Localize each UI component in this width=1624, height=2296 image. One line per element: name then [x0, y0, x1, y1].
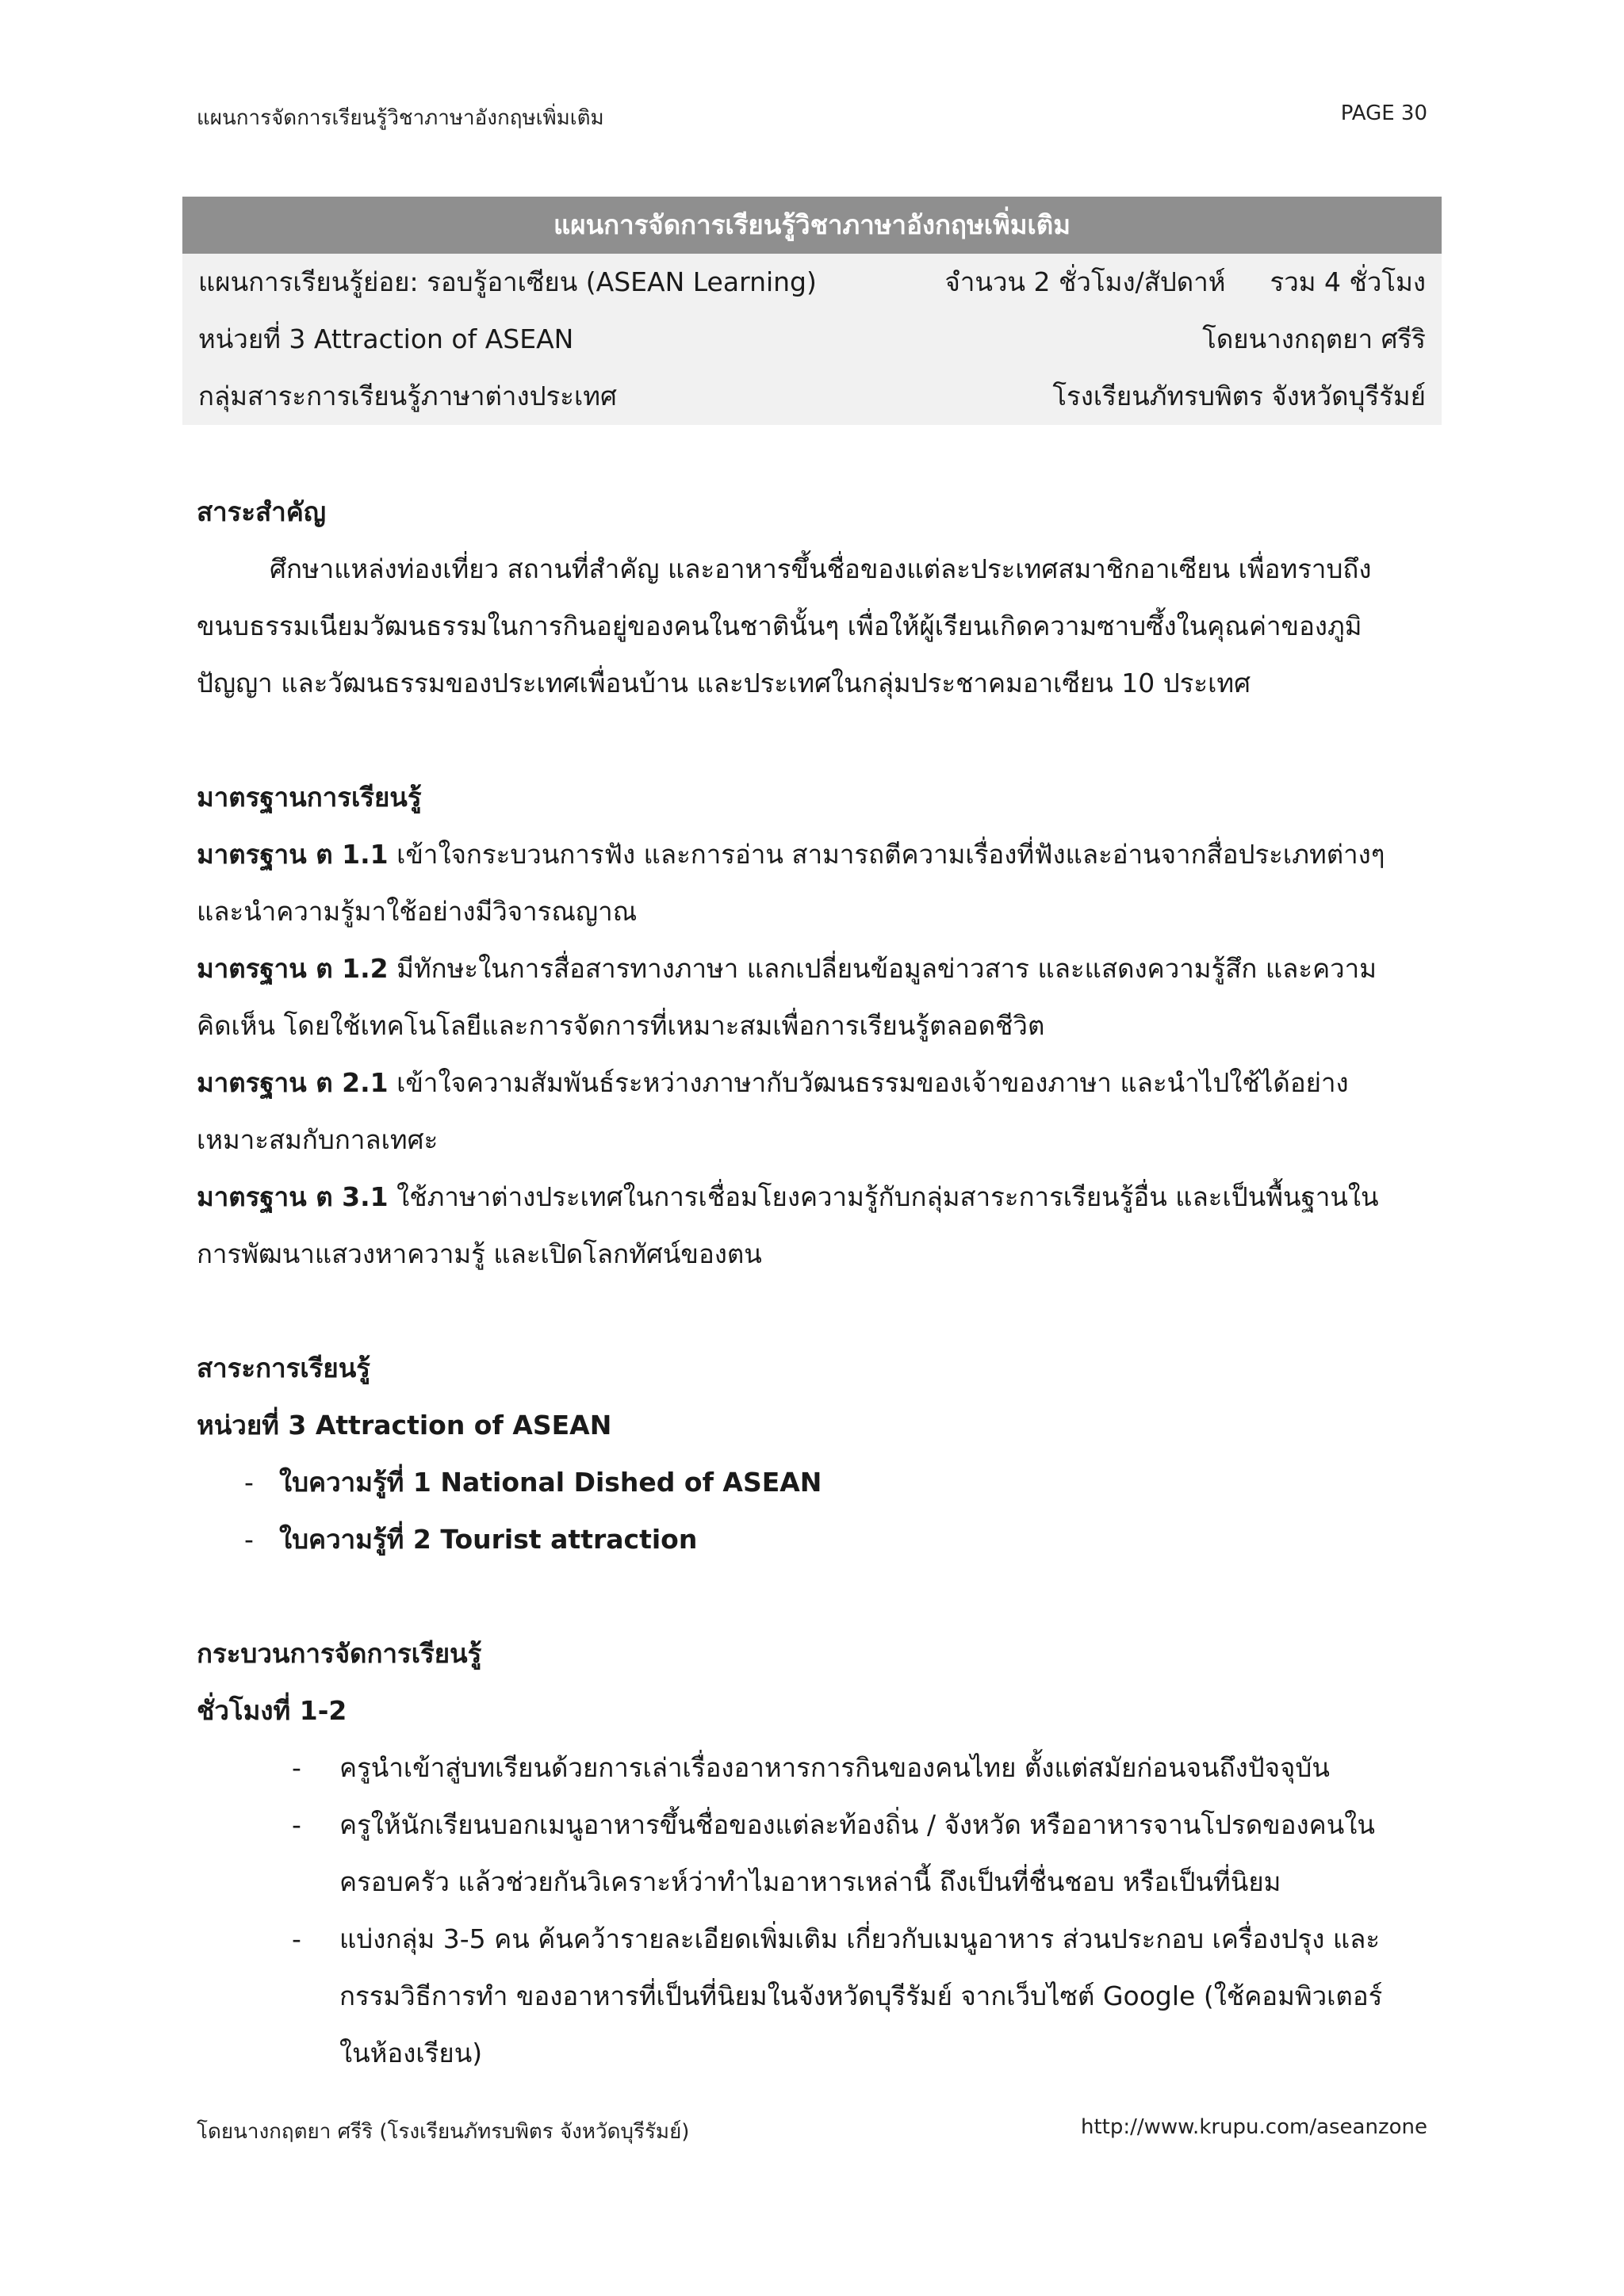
process-line: กรรมวิธีการทำ ของอาหารที่เป็นที่นิยมในจังหวัดบุรีรัมย์ จากเว็บไซต์ Google (ใช้คอมพิวเตอร์	[339, 1980, 1383, 2011]
info-row-unit	[182, 311, 1442, 368]
standard-text-cont: และนำความรู้มาใช้อย่างมีวิจารณญาณ	[197, 896, 638, 927]
page-number: PAGE 30	[1340, 101, 1427, 125]
standard-label: มาตรฐาน ต 1.1	[197, 839, 389, 870]
standard-text-cont: คิดเห็น โดยใช้เทคโนโลยีและการจัดการที่เหมาะสมเพื่อการเรียนรู้ตลอดชีวิต	[197, 1010, 1045, 1041]
dash-bullet: -	[244, 1524, 254, 1555]
dash-bullet: -	[292, 1809, 301, 1840]
list-item	[197, 1739, 1427, 1797]
page-header-title: แผนการจัดการเรียนรู้วิชาภาษาอังกฤษเพิ่มเติม	[197, 106, 604, 130]
standard-text-cont: เหมาะสมกับกาลเทศะ	[197, 1124, 439, 1155]
unit-label: หน่วยที่ 3 Attraction of ASEAN	[198, 323, 574, 354]
essence-line: ขนบธรรมเนียมวัฒนธรรมในการกินอยู่ของคนในชาตินั้นๆ เพื่อให้ผู้เรียนเกิดความซาบซึ้งในคุณค่าของภูมิ	[197, 610, 1362, 641]
process-step	[339, 1739, 1330, 1797]
section-heading-process: กระบวนการจัดการเรียนรู้	[197, 1638, 482, 1669]
info-row-subplan	[182, 254, 1442, 311]
footer-author: โดยนางกฤตยา ศรีริ (โรงเรียนภัทรบพิตร จังหวัดบุรีรัมย์)	[197, 2120, 690, 2144]
hours-info	[945, 254, 1426, 311]
standard-item	[197, 1054, 1427, 1112]
school-name: โรงเรียนภัทรบพิตร จังหวัดบุรีรัมย์	[1052, 381, 1426, 411]
process-step	[339, 1911, 1382, 2082]
info-row-subject-group	[182, 368, 1442, 425]
unit-heading: หน่วยที่ 3 Attraction of ASEAN	[197, 1410, 612, 1441]
document-body	[197, 484, 1427, 2082]
list-item	[197, 1511, 1427, 1568]
knowledge-sheet-2: ใบความรู้ที่ 2 Tourist attraction	[279, 1524, 698, 1555]
dash-bullet: -	[292, 1752, 301, 1783]
section-heading-essence: สาระสำคัญ	[197, 496, 326, 527]
standard-label: มาตรฐาน ต 3.1	[197, 1181, 389, 1212]
standard-item	[197, 1169, 1427, 1226]
subject-group: กลุ่มสาระการเรียนรู้ภาษาต่างประเทศ	[198, 381, 617, 411]
standard-label: มาตรฐาน ต 2.1	[197, 1067, 389, 1098]
standard-item	[197, 940, 1427, 997]
standard-text: มีทักษะในการสื่อสารทางภาษา แลกเปลี่ยนข้อมูลข่าวสาร และแสดงความรู้สึก และความ	[388, 953, 1377, 984]
process-line: ครูให้นักเรียนบอกเมนูอาหารขึ้นชื่อของแต่ละท้องถิ่น / จังหวัด หรืออาหารจานโปรดของคนใน	[339, 1809, 1375, 1840]
dash-bullet: -	[244, 1467, 254, 1498]
knowledge-sheet-1: ใบความรู้ที่ 1 National Dished of ASEAN	[279, 1467, 822, 1498]
process-line: แบ่งกลุ่ม 3-5 คน ค้นคว้ารายละเอียดเพิ่มเติม เกี่ยวกับเมนูอาหาร ส่วนประกอบ เครื่องปรุง และ	[339, 1923, 1381, 1954]
dash-bullet: -	[292, 1923, 301, 1954]
standard-text: เข้าใจกระบวนการฟัง และการอ่าน สามารถตีความเรื่องที่ฟังและอ่านจากสื่อประเภทต่างๆ	[388, 839, 1385, 870]
hours-total: รวม 4 ชั่วโมง	[1270, 266, 1426, 297]
standard-text-cont: การพัฒนาแสวงหาความรู้ และเปิดโลกทัศน์ของตน	[197, 1238, 762, 1269]
essence-line: ศึกษาแหล่งท่องเที่ยว สถานที่สำคัญ และอาหารขึ้นชื่อของแต่ละประเทศสมาชิกอาเซียน เพื่อทราบถึง	[270, 553, 1372, 584]
standard-label: มาตรฐาน ต 1.2	[197, 953, 389, 984]
standard-text: เข้าใจความสัมพันธ์ระหว่างภาษากับวัฒนธรรมของเจ้าของภาษา และนำไปใช้ได้อย่าง	[388, 1067, 1349, 1098]
list-item	[197, 1911, 1427, 2082]
hour-heading: ชั่วโมงที่ 1-2	[197, 1695, 347, 1726]
essence-line: ปัญญา และวัฒนธรรมของประเทศเพื่อนบ้าน และประเทศในกลุ่มประชาคมอาเซียน 10 ประเทศ	[197, 668, 1251, 698]
hours-per-week: จำนวน 2 ชั่วโมง/สัปดาห์	[944, 266, 1226, 297]
process-line: ครูนำเข้าสู่บทเรียนด้วยการเล่าเรื่องอาหารการกินของคนไทย ตั้งแต่สมัยก่อนจนถึงปัจจุบัน	[339, 1752, 1330, 1783]
standard-text: ใช้ภาษาต่างประเทศในการเชื่อมโยงความรู้กับกลุ่มสาระการเรียนรู้อื่น และเป็นพื้นฐานใน	[388, 1181, 1379, 1212]
info-box-title: แผนการจัดการเรียนรู้วิชาภาษาอังกฤษเพิ่มเติม	[182, 197, 1442, 254]
section-heading-content: สาระการเรียนรู้	[197, 1353, 370, 1383]
standard-item	[197, 826, 1427, 883]
list-item	[197, 1454, 1427, 1511]
process-step	[339, 1797, 1375, 1911]
footer-url-link[interactable]: http://www.krupu.com/aseanzone	[1081, 2115, 1427, 2139]
info-box	[182, 197, 1442, 425]
teacher-name: โดยนางกฤตยา ศรีริ	[1202, 323, 1426, 354]
section-heading-standards: มาตรฐานการเรียนรู้	[197, 782, 422, 813]
subplan-label: แผนการเรียนรู้ย่อย: รอบรู้อาเซียน (ASEAN Learning)	[198, 266, 817, 297]
process-line: ในห้องเรียน)	[339, 2038, 483, 2068]
process-line: ครอบครัว แล้วช่วยกันวิเคราะห์ว่าทำไมอาหารเหล่านี้ ถึงเป็นที่ชื่นชอบ หรือเป็นที่นิยม	[339, 1866, 1281, 1897]
list-item	[197, 1797, 1427, 1911]
